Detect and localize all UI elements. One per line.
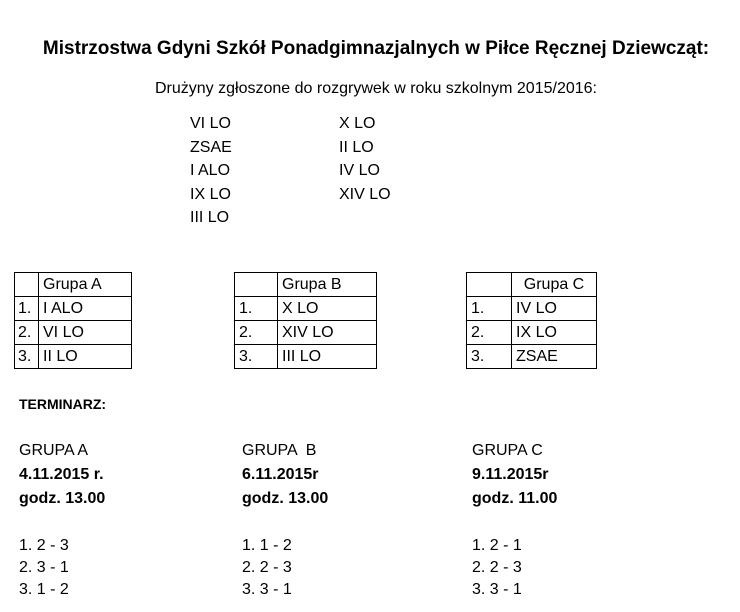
schedule-date: 6.11.2015r bbox=[242, 466, 319, 483]
team-entry: XIV LO bbox=[339, 185, 391, 203]
team-entry: II LO bbox=[339, 138, 374, 156]
group-c-table bbox=[466, 272, 597, 369]
team-list-right bbox=[339, 112, 391, 206]
row-team: IX LO bbox=[512, 321, 597, 345]
team-entry: I ALO bbox=[190, 162, 231, 179]
row-team: X LO bbox=[278, 297, 377, 321]
schedule-group-name: GRUPA A bbox=[19, 442, 89, 459]
schedule-time: godz. 13.00 bbox=[242, 490, 329, 507]
table-row bbox=[15, 345, 132, 369]
table-cell bbox=[467, 273, 512, 297]
match-entry: 3. 1 - 2 bbox=[19, 581, 69, 598]
team-entry: IV LO bbox=[339, 162, 380, 179]
group-c-header: Grupa C bbox=[512, 273, 597, 297]
schedule-group-name: GRUPA C bbox=[472, 442, 543, 459]
match-entry: 3. 3 - 1 bbox=[472, 581, 522, 598]
group-b-table bbox=[234, 272, 377, 369]
team-list-left bbox=[190, 112, 232, 230]
schedule-group-name: GRUPA B bbox=[242, 442, 317, 459]
row-number: 1. bbox=[15, 297, 39, 321]
table-row bbox=[15, 297, 132, 321]
table-row bbox=[15, 321, 132, 345]
team-entry: IX LO bbox=[190, 185, 231, 203]
table-row bbox=[467, 321, 597, 345]
match-entry: 1. 1 - 2 bbox=[242, 537, 292, 554]
page-subtitle: Drużyny zgłoszone do rozgrywek w roku szkolnym 2015/2016: bbox=[155, 80, 597, 97]
group-a-header: Grupa A bbox=[39, 273, 132, 297]
row-team: VI LO bbox=[39, 321, 132, 345]
row-team: IV LO bbox=[512, 297, 597, 321]
schedule-group-b bbox=[242, 439, 328, 601]
group-a-table bbox=[14, 272, 132, 369]
row-number: 2. bbox=[15, 321, 39, 345]
schedule-heading: TERMINARZ: bbox=[19, 396, 107, 412]
row-number: 1. bbox=[467, 297, 512, 321]
team-entry: X LO bbox=[339, 115, 376, 132]
team-entry: ZSAE bbox=[190, 138, 232, 156]
row-number: 1. bbox=[235, 297, 278, 321]
row-number: 2. bbox=[235, 321, 278, 345]
team-entry: VI LO bbox=[190, 115, 231, 132]
table-row bbox=[235, 321, 377, 345]
row-number: 3. bbox=[467, 345, 512, 369]
schedule-date: 4.11.2015 r. bbox=[19, 466, 104, 483]
schedule-time: godz. 11.00 bbox=[472, 490, 558, 507]
match-entry: 1. 2 - 3 bbox=[19, 537, 69, 554]
row-number: 3. bbox=[15, 345, 39, 369]
match-entry: 2. 3 - 1 bbox=[19, 559, 69, 576]
row-number: 3. bbox=[235, 345, 278, 369]
match-entry: 1. 2 - 1 bbox=[472, 537, 522, 554]
match-entry: 2. 2 - 3 bbox=[242, 559, 292, 576]
schedule-date: 9.11.2015r bbox=[472, 466, 549, 483]
table-row bbox=[235, 345, 377, 369]
table-row bbox=[467, 297, 597, 321]
row-team: XIV LO bbox=[278, 321, 377, 345]
schedule-group-c bbox=[472, 439, 557, 601]
team-entry: III LO bbox=[190, 209, 230, 226]
table-cell bbox=[15, 273, 39, 297]
row-team: I ALO bbox=[39, 297, 132, 321]
table-row bbox=[467, 345, 597, 369]
match-entry: 3. 3 - 1 bbox=[242, 581, 292, 598]
page-title: Mistrzostwa Gdyni Szkół Ponadgimnazjalnych w Piłce Ręcznej Dziewcząt: bbox=[42, 38, 710, 59]
schedule-time: godz. 13.00 bbox=[19, 490, 106, 507]
table-cell bbox=[235, 273, 278, 297]
table-row bbox=[235, 297, 377, 321]
row-number: 2. bbox=[467, 321, 512, 345]
schedule-group-a bbox=[19, 439, 105, 601]
row-team: III LO bbox=[278, 345, 377, 369]
group-b-header: Grupa B bbox=[278, 273, 377, 297]
row-team: ZSAE bbox=[512, 345, 597, 369]
row-team: II LO bbox=[39, 345, 132, 369]
match-entry: 2. 2 - 3 bbox=[472, 559, 522, 576]
